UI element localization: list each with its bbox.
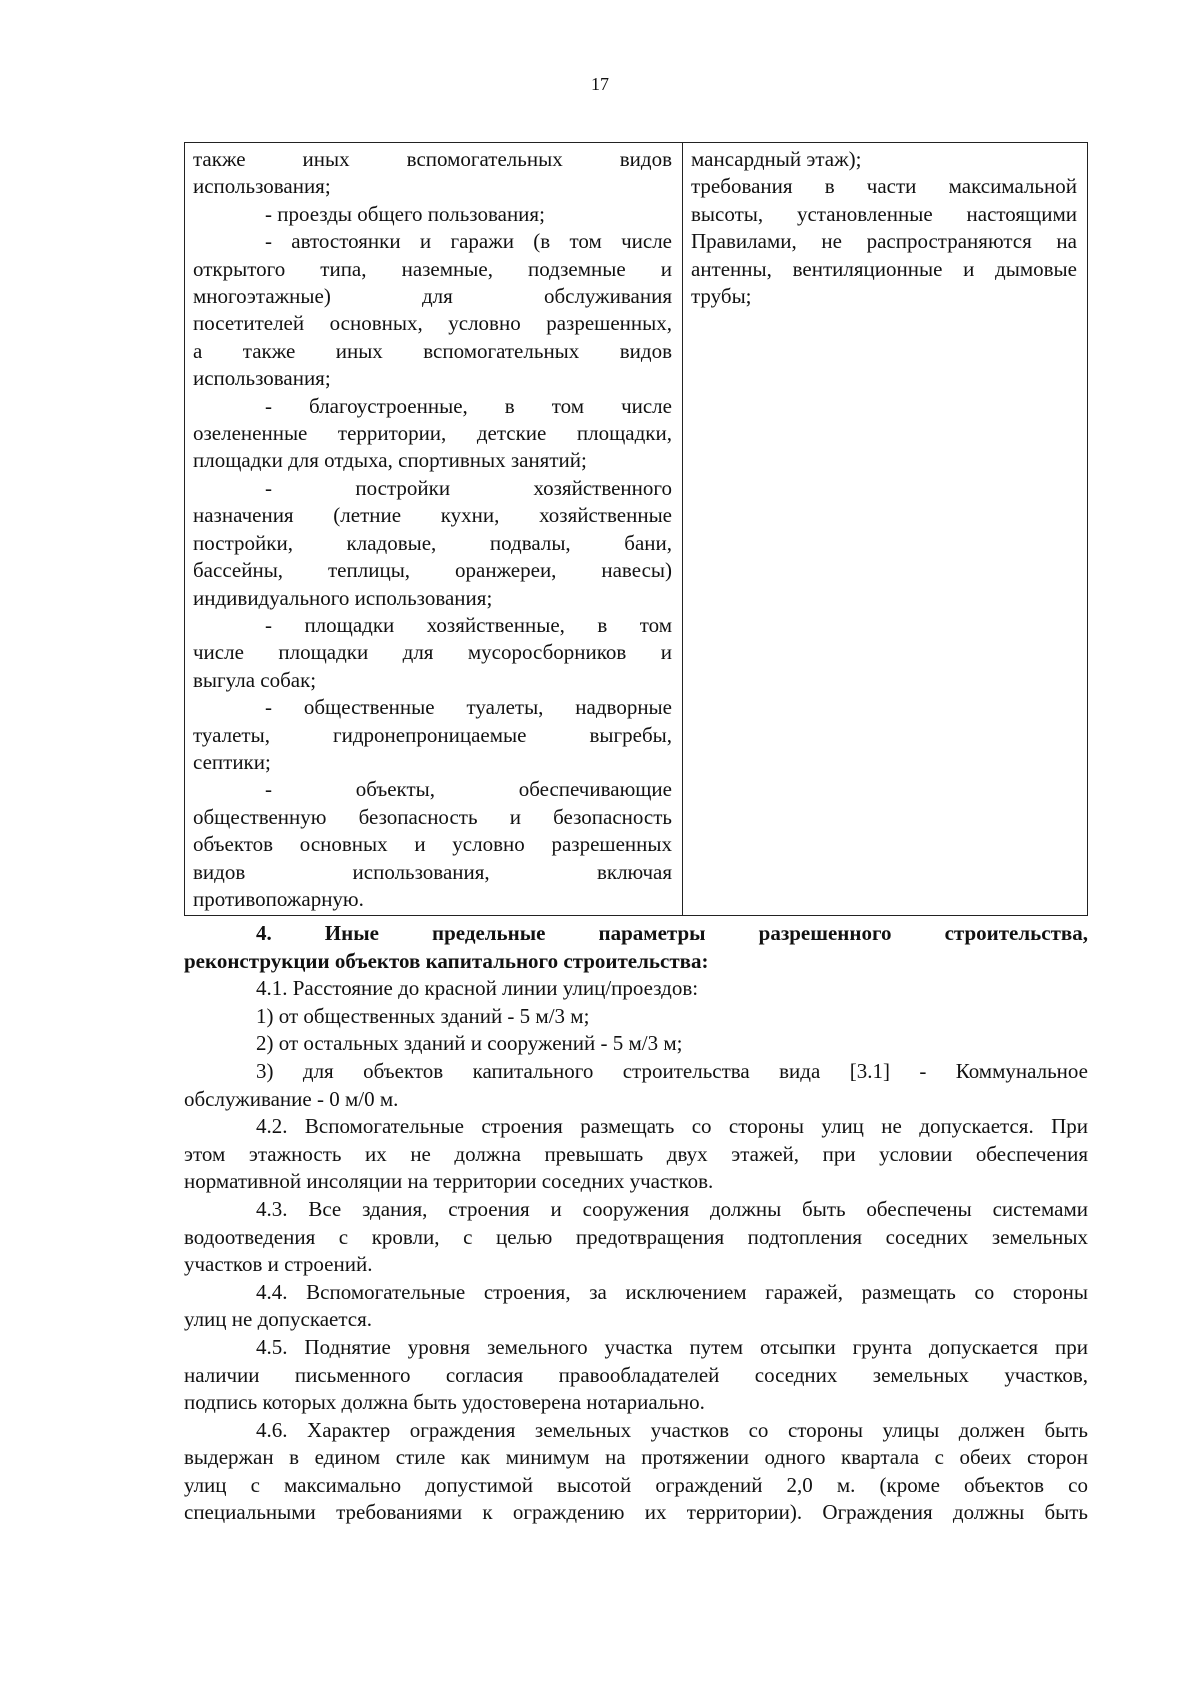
table-line: индивидуального использования; [193,585,493,610]
table-line: - проезды общего пользования; [265,201,545,226]
paragraph-line: 4.5. Поднятие уровня земельного участка путем отсыпки грунта допускается при [256,1334,1088,1359]
paragraph-line: 4.6. Характер ограждения земельных участков со стороны улицы должен быть [256,1417,1088,1442]
paragraph-line: 4.1. Расстояние до красной линии улиц/проездов: [256,976,699,1001]
section-heading: 4. Иные предельные параметры разрешенного строительства, [256,921,1088,945]
table-line: многоэтажные) для обслуживания [193,284,672,309]
paragraph-line: 4.4. Вспомогательные строения, за исключением гаражей, размещать со стороны [256,1279,1088,1304]
table-line: противопожарную. [193,886,364,911]
table-line: использования; [193,366,331,391]
table-line: назначения (летние кухни, хозяйственные [193,503,672,528]
paragraph-line: 1) от общественных зданий - 5 м/3 м; [256,1003,590,1028]
table-line: открытого типа, наземные, подземные и [193,256,672,281]
paragraph-line: подпись которых должна быть удостоверена нотариально. [184,1390,705,1415]
paragraph-line: 2) от остальных зданий и сооружений - 5 м/3 м; [256,1031,683,1056]
table-line: использования; [193,174,331,199]
section-heading: реконструкции объектов капитального строительства: [184,948,709,973]
table-line: - благоустроенные, в том числе [265,393,672,418]
table-line: - общественные туалеты, надворные [265,695,672,720]
table-line: Правилами, не распространяются на [691,229,1077,254]
paragraph-line: нормативной инсоляции на территории соседних участков. [184,1169,714,1194]
table-line: общественную безопасность и безопасность [193,804,672,829]
table-line: трубы; [691,284,752,309]
table-line: туалеты, гидронепроницаемые выгребы, [193,722,672,747]
table-line: выгула собак; [193,667,317,692]
page-number: 17 [591,74,609,94]
table-line: площадки для отдыха, спортивных занятий; [193,448,587,473]
table-line: видов использования, включая [193,859,672,884]
table-line: числе площадки для мусоросборников и [193,640,672,665]
table-line: требования в части максимальной [691,174,1077,199]
paragraph-line: водоотведения с кровли, с целью предотвращения подтопления соседних земельных [184,1224,1088,1249]
paragraph-line: выдержан в едином стиле как минимум на протяжении одного квартала с обеих сторон [184,1445,1088,1470]
paragraph-line: улиц с максимально допустимой высотой ограждений 2,0 м. (кроме объектов со [184,1472,1088,1497]
table-line: антенны, вентиляционные и дымовые [691,256,1077,281]
table-line: бассейны, теплицы, оранжереи, навесы) [193,558,672,583]
paragraph-line: участков и строений. [184,1252,373,1277]
paragraph-line: улиц не допускается. [184,1307,373,1332]
paragraph-line: 4.2. Вспомогательные строения размещать со стороны улиц не допускается. При [256,1114,1088,1139]
paragraph-line: обслуживание - 0 м/0 м. [184,1086,399,1111]
paragraph-line: 3) для объектов капитального строительства вида [3.1] - Коммунальное [256,1058,1088,1083]
table-left-cell [185,143,683,915]
table-line: постройки, кладовые, подвалы, бани, [193,530,672,555]
table-right-cell [683,143,1087,915]
regulations-table [184,142,1088,916]
paragraph-line: специальными требованиями к ограждению их территории). Ограждения должны быть [184,1500,1088,1525]
table-line: объектов основных и условно разрешенных [193,832,672,857]
table-line: мансардный этаж); [691,147,862,171]
table-line: септики; [193,749,271,774]
table-line: - площадки хозяйственные, в том [265,612,672,637]
section-body [184,920,1088,1527]
paragraph-line: этом этажность их не должна превышать двух этажей, при условии обеспечения [184,1141,1088,1166]
table-line: посетителей основных, условно разрешенных, [193,311,672,336]
table-line: высоты, установленные настоящими [691,201,1077,226]
table-line: - автостоянки и гаражи (в том числе [265,229,672,254]
paragraph-line: 4.3. Все здания, строения и сооружения должны быть обеспечены системами [256,1196,1088,1221]
table-line: озелененные территории, детские площадки, [193,421,672,446]
table-line: - постройки хозяйственного [265,475,672,500]
table-line: также иных вспомогательных видов [193,147,672,171]
table-line: - объекты, обеспечивающие [265,777,672,802]
table-line: а также иных вспомогательных видов [193,338,672,363]
paragraph-line: наличии письменного согласия правообладателей соседних земельных участков, [184,1362,1088,1387]
